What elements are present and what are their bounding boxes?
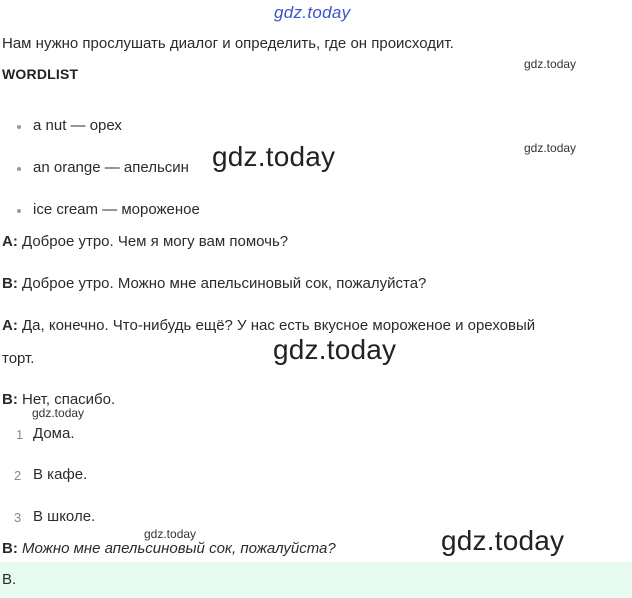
dialog-text: Доброе утро. Чем я могу вам помочь?	[17, 233, 289, 250]
watermark-small: gdz.today	[144, 527, 197, 541]
watermark-big: gdz.today	[212, 141, 336, 172]
watermark-small: gdz.today	[524, 141, 577, 155]
dialog-text: Доброе утро. Можно мне апельсиновый сок, пожалуйста?	[17, 275, 427, 292]
speaker-label: A:	[2, 233, 18, 250]
watermark-top: gdz.today	[274, 3, 351, 22]
dialog-text: Да, конечно. Что-нибудь ещё? У нас есть вкусное мороженое и ореховый	[17, 317, 536, 334]
quote-line	[2, 540, 336, 557]
watermark-big: gdz.today	[441, 525, 565, 556]
word-item: an orange — апельсин	[33, 159, 189, 176]
bullet-icon	[17, 167, 21, 171]
dialog-line	[2, 391, 115, 408]
dialog-line-continued: торт.	[2, 350, 35, 367]
dialog-line	[2, 317, 535, 334]
watermark-small: gdz.today	[32, 406, 85, 420]
dialog-line	[2, 233, 288, 250]
option-number: 3	[14, 510, 22, 525]
dialog-text: Нет, спасибо.	[17, 391, 116, 408]
intro-text: Нам нужно прослушать диалог и определить, где он происходит.	[2, 35, 454, 52]
speaker-label: B:	[2, 275, 18, 292]
wordlist-heading: WORDLIST	[2, 66, 79, 82]
speaker-label: B:	[2, 540, 18, 557]
answer-text: B.	[2, 571, 17, 588]
option-number: 1	[16, 427, 24, 442]
speaker-label: A:	[2, 317, 18, 334]
option-label: В кафе.	[33, 466, 88, 483]
word-item: a nut — орех	[33, 117, 122, 134]
word-item: ice cream — мороженое	[33, 201, 200, 218]
watermark-small: gdz.today	[524, 57, 577, 71]
watermark-big: gdz.today	[273, 334, 397, 365]
option-label: Дома.	[33, 425, 75, 442]
speaker-label: B:	[2, 391, 18, 408]
answer-box	[0, 562, 632, 598]
quote-text: Можно мне апельсиновый сок, пожалуйста?	[17, 540, 336, 557]
option-label: В школе.	[33, 508, 96, 525]
bullet-icon	[17, 209, 21, 213]
bullet-icon	[17, 125, 21, 129]
dialog-line	[2, 275, 426, 292]
option-number: 2	[14, 468, 22, 483]
